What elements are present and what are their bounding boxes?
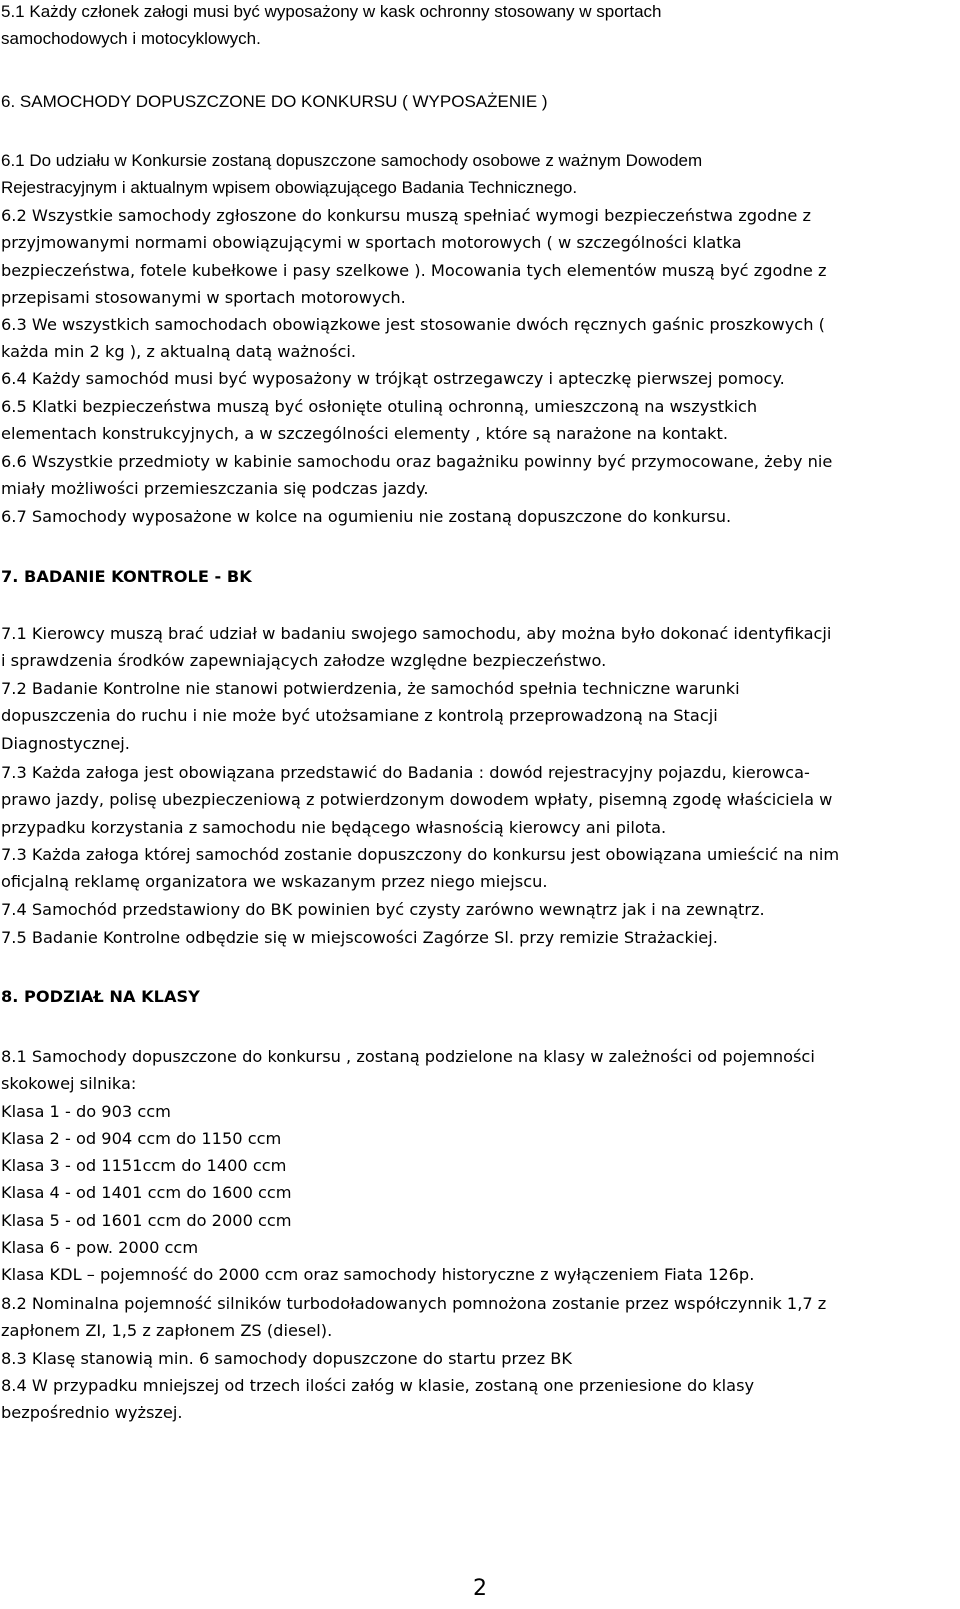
paragraph-8-4 (1, 1372, 754, 1427)
text-line: 7.5 Badanie Kontrolne odbędzie się w miejscowości Zagórze Sl. przy remizie Strażackiej. (1, 928, 718, 947)
paragraph-6-2 (1, 202, 827, 311)
text-line: bezpieczeństwa, fotele kubełkowe i pasy szelkowe ). Mocowania tych elementów muszą być zgodne z (1, 260, 827, 280)
class-list-item: Klasa 6 - pow. 2000 ccm (1, 1238, 199, 1258)
section-heading-6 (1, 88, 548, 115)
text-line: elementach konstrukcyjnych, a w szczególności elementy , które są narażone na kontakt. (1, 424, 729, 444)
paragraph-8-2 (1, 1290, 826, 1345)
text-line: 6.5 Klatki bezpieczeństwa muszą być osłonięte otuliną ochronną, umieszczoną na wszystkich (1, 397, 758, 416)
paragraph-7-3-documents (1, 759, 832, 841)
class-list-item: Klasa KDL – pojemność do 2000 ccm oraz samochody historyczne z wyłączeniem Fiata 126p. (1, 1265, 755, 1285)
text-line: 7.4 Samochód przedstawiony do BK powinien być czysty zarówno wewnątrz jak i na zewnątrz. (1, 900, 765, 919)
text-line: 7.3 Każda załoga której samochód zostanie dopuszczony do konkursu jest obowiązana umieścić na nim (1, 845, 840, 864)
text-line: 6.2 Wszystkie samochody zgłoszone do konkursu muszą spełniać wymogi bezpieczeństwa zgodne z (1, 206, 812, 225)
class-list-item: Klasa 1 - do 903 ccm (1, 1101, 171, 1121)
paragraph-8-1 (1, 1043, 815, 1289)
text-line: i sprawdzenia środków zapewniających załodze względne bezpieczeństwo. (1, 651, 607, 671)
paragraph-6-5 (1, 393, 757, 448)
paragraph-6-1 (1, 147, 702, 202)
paragraph-6-4 (1, 365, 785, 392)
class-list-item: Klasa 2 - od 904 ccm do 1150 ccm (1, 1128, 282, 1148)
text-line: 6.7 Samochody wyposażone w kolce na ogumieniu nie zostaną dopuszczone do konkursu. (1, 507, 732, 526)
text-line: 6.3 We wszystkich samochodach obowiązkowe jest stosowanie dwóch ręcznych gaśnic proszkowych ( (1, 315, 825, 334)
text-line: Diagnostycznej. (1, 733, 130, 753)
text-line: Rejestracyjnym i aktualnym wpisem obowiązującego Badania Technicznego. (1, 178, 578, 198)
text-line: 8.1 Samochody dopuszczone do konkursu , zostaną podzielone na klasy w zależności od pojemności (1, 1047, 815, 1066)
paragraph-7-1 (1, 620, 831, 675)
text-line: przepisami stosowanymi w sportach motorowych. (1, 287, 406, 307)
paragraph-6-6 (1, 448, 832, 503)
text-line: 5.1 Każdy członek załogi musi być wyposażony w kask ochronny stosowany w sportach (1, 2, 662, 21)
text-line: 7.1 Kierowcy muszą brać udział w badaniu swojego samochodu, aby można było dokonać identyfikacji (1, 624, 832, 643)
text-line: skokowej silnika: (1, 1074, 137, 1094)
text-line: 8.2 Nominalna pojemność silników turbodoładowanych pomnożona zostanie przez współczynnik 1,7 z (1, 1294, 827, 1313)
paragraph-8-3 (1, 1345, 572, 1372)
text-line: każda min 2 kg ), z aktualną datą ważności. (1, 342, 357, 362)
text-line: miały możliwości przemieszczania się podczas jazdy. (1, 479, 429, 499)
paragraph-6-3 (1, 311, 825, 366)
text-line: 7. BADANIE KONTROLE - BK (1, 567, 252, 586)
section-heading-8 (1, 983, 200, 1010)
text-line: 7.2 Badanie Kontrolne nie stanowi potwierdzenia, że samochód spełnia techniczne warunki (1, 679, 740, 698)
paragraph-7-5 (1, 924, 718, 951)
text-line: oficjalną reklamę organizatora we wskazanym przez niego miejscu. (1, 872, 548, 892)
text-line: 6. SAMOCHODY DOPUSZCZONE DO KONKURSU ( WYPOSAŻENIE ) (1, 92, 548, 111)
paragraph-6-7 (1, 503, 731, 530)
paragraph-7-3-advertising (1, 841, 839, 896)
text-line: samochodowych i motocyklowych. (1, 29, 261, 49)
text-line: przypadku korzystania z samochodu nie będącego własnością kierowcy ani pilota. (1, 817, 667, 837)
text-line: prawo jazdy, polisę ubezpieczeniową z potwierdzonym dowodem wpłaty, pisemną zgodę właściciela w (1, 790, 833, 810)
section-heading-7 (1, 563, 252, 590)
text-line: bezpośrednio wyższej. (1, 1403, 183, 1423)
class-list-item: Klasa 4 - od 1401 ccm do 1600 ccm (1, 1183, 292, 1203)
paragraph-7-2 (1, 675, 740, 757)
paragraph-5-1 (1, 0, 661, 53)
text-line: 6.4 Każdy samochód musi być wyposażony w trójkąt ostrzegawczy i apteczkę pierwszej pomocy. (1, 369, 785, 388)
text-line: 6.6 Wszystkie przedmioty w kabinie samochodu oraz bagażniku powinny być przymocowane, żeby nie (1, 452, 833, 471)
text-line: przyjmowanymi normami obowiązującymi w sportach motorowych ( w szczególności klatka (1, 233, 742, 253)
text-line: 8. PODZIAŁ NA KLASY (1, 987, 200, 1006)
class-list-item: Klasa 5 - od 1601 ccm do 2000 ccm (1, 1210, 292, 1230)
text-line: 8.4 W przypadku mniejszej od trzech ilości załóg w klasie, zostaną one przeniesione do klasy (1, 1376, 755, 1395)
class-list-item: Klasa 3 - od 1151ccm do 1400 ccm (1, 1156, 287, 1176)
text-line: 8.3 Klasę stanowią min. 6 samochody dopuszczone do startu przez BK (1, 1349, 572, 1368)
paragraph-7-4 (1, 896, 765, 923)
page-number: 2 (473, 1576, 487, 1601)
text-line: 6.1 Do udziału w Konkursie zostaną dopuszczone samochody osobowe z ważnym Dowodem (1, 151, 703, 170)
text-line: 7.3 Każda załoga jest obowiązana przedstawić do Badania : dowód rejestracyjny pojazdu, kierowca- (1, 763, 810, 782)
text-line: zapłonem ZI, 1,5 z zapłonem ZS (diesel). (1, 1321, 333, 1341)
text-line: dopuszczenia do ruchu i nie może być utożsamiane z kontrolą przeprowadzoną na Stacji (1, 706, 718, 726)
